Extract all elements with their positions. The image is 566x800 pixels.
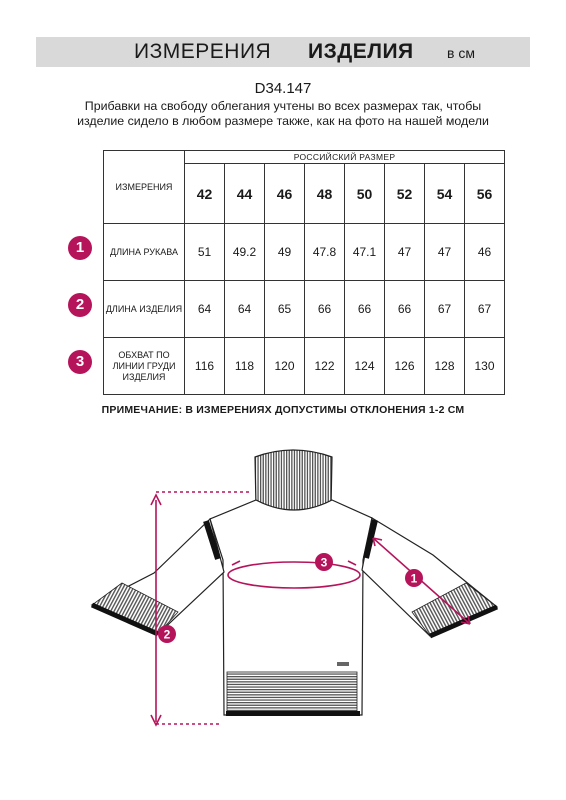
value-cell: 51 — [185, 224, 225, 281]
value-cell: 122 — [305, 338, 345, 395]
value-cell: 64 — [225, 281, 265, 338]
value-cell: 120 — [265, 338, 305, 395]
size-header: РОССИЙСКИЙ РАЗМЕР — [185, 151, 505, 164]
row-number-badge: 2 — [68, 293, 92, 317]
value-cell: 118 — [225, 338, 265, 395]
svg-text:2: 2 — [163, 627, 171, 642]
value-cell: 124 — [345, 338, 385, 395]
value-cell: 47.1 — [345, 224, 385, 281]
size-header-cell: 44 — [225, 164, 265, 224]
value-cell: 66 — [385, 281, 425, 338]
header-word-measurements: ИЗМЕРЕНИЯ — [134, 40, 272, 63]
value-cell: 66 — [305, 281, 345, 338]
size-header-cell: 50 — [345, 164, 385, 224]
value-cell: 128 — [425, 338, 465, 395]
size-header-cell: 46 — [265, 164, 305, 224]
row-label: ДЛИНА РУКАВА — [104, 224, 185, 281]
row-number-badge: 3 — [68, 350, 92, 374]
value-cell: 64 — [185, 281, 225, 338]
diagram-marker-3 — [315, 553, 333, 571]
size-header-cell: 42 — [185, 164, 225, 224]
size-header-cell: 52 — [385, 164, 425, 224]
header-unit: в см — [447, 45, 475, 61]
value-cell: 47 — [425, 224, 465, 281]
diagram-marker-1 — [405, 569, 423, 587]
value-cell: 66 — [345, 281, 385, 338]
size-header-cell: 54 — [425, 164, 465, 224]
model-code: D34.147 — [254, 80, 312, 97]
size-header-cell: 48 — [305, 164, 345, 224]
value-cell: 65 — [265, 281, 305, 338]
header-word-product: ИЗДЕЛИЯ — [308, 40, 414, 63]
value-cell: 126 — [385, 338, 425, 395]
value-cell: 67 — [425, 281, 465, 338]
svg-text:3: 3 — [320, 555, 328, 570]
row-label: ОБХВАТ ПО ЛИНИИ ГРУДИ ИЗДЕЛИЯ — [104, 338, 185, 395]
value-cell: 46 — [465, 224, 505, 281]
value-cell: 67 — [465, 281, 505, 338]
svg-text:1: 1 — [410, 571, 418, 586]
sweater-body — [210, 500, 372, 716]
row-label: ДЛИНА ИЗДЕЛИЯ — [104, 281, 185, 338]
value-cell: 47.8 — [305, 224, 345, 281]
diagram-marker-2 — [158, 625, 176, 643]
intro-text: Прибавки на свободу облегания учтены во всех размерах так, чтобы изделие сидело в любом размере также, как на фото на нашей модели — [77, 99, 489, 128]
value-cell: 47 — [385, 224, 425, 281]
size-header-cell: 56 — [465, 164, 505, 224]
row-number-badge: 1 — [68, 236, 92, 260]
note-text: ПРИМЕЧАНИЕ: В ИЗМЕРЕНИЯХ ДОПУСТИМЫ ОТКЛОНЕНИЯ 1-2 СМ — [101, 404, 465, 416]
value-cell: 49 — [265, 224, 305, 281]
right-sleeve — [362, 518, 497, 636]
value-cell: 116 — [185, 338, 225, 395]
left-sleeve — [92, 519, 224, 634]
value-cell: 49.2 — [225, 224, 265, 281]
corner-label-cell: ИЗМЕРЕНИЯ — [104, 151, 185, 224]
value-cell: 130 — [465, 338, 505, 395]
